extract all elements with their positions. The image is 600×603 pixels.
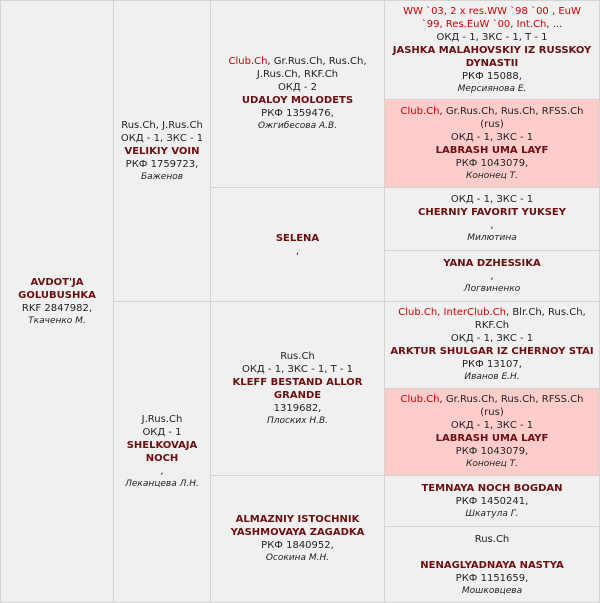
dam-dam-dam-cell bbox=[385, 527, 599, 602]
dam-sire-name-line-2[interactable]: GRANDE bbox=[273, 389, 322, 401]
dam-dam-sire-cell bbox=[385, 476, 599, 526]
dam-cell bbox=[114, 302, 210, 602]
sss-owner: Мерсиянова Е. bbox=[457, 83, 527, 94]
sire-sire-titles-2: J.Rus.Ch, RKF.Ch bbox=[256, 69, 339, 80]
dam-sire-cell bbox=[211, 302, 384, 475]
dds-reg: РКФ 1450241, bbox=[455, 495, 529, 507]
sdd-name[interactable]: YANA DZHESSIKA bbox=[443, 257, 541, 269]
dss-reg: РКФ 13107, bbox=[462, 359, 522, 370]
sire-owner: Баженов bbox=[140, 171, 184, 182]
dog-name-line-2[interactable]: GOLUBUSHKA bbox=[18, 289, 96, 301]
dss-titles-2: RKF.Ch bbox=[474, 320, 510, 331]
dds-name[interactable]: TEMNAYA NOCH BOGDAN bbox=[421, 482, 563, 494]
dsd-titles-2: (rus) bbox=[480, 407, 504, 418]
dog-reg: RKF 2847982, bbox=[21, 302, 93, 314]
sss-reg: РКФ 15088, bbox=[462, 70, 522, 82]
dsd-titles-rest: , Gr.Rus.Ch, Rus.Ch, RFSS.Ch bbox=[439, 394, 584, 405]
dam-dam-reg: РКФ 1840952, bbox=[261, 540, 334, 551]
sire-sire-name[interactable]: UDALOY MOLODETS bbox=[241, 95, 354, 106]
dam-dam-name-line-1[interactable]: ALMAZNIY ISTOCHNIK bbox=[235, 514, 360, 525]
sds-reg: , bbox=[490, 220, 494, 231]
sire-sire-reg: РКФ 1359476, bbox=[261, 108, 334, 119]
sire-sire-owner: Ожгибесова А.В. bbox=[257, 121, 338, 131]
sss-titles-rest-2: , ... bbox=[546, 18, 563, 30]
sds-grades: ОКД - 1, ЗКС - 1 bbox=[450, 194, 534, 205]
dam-grades: ОКД - 1 bbox=[142, 427, 182, 438]
ssd-owner: Кононец Т. bbox=[465, 170, 519, 181]
dam-sire-sire-cell bbox=[385, 302, 599, 388]
sire-sire-titles-red: Club.Ch bbox=[228, 56, 268, 67]
sds-owner: Милютина bbox=[467, 233, 517, 243]
sss-titles-red-1: WW `03, 2 x res.WW `98 `00 , EuW bbox=[403, 5, 581, 17]
sire-sire-sire-cell bbox=[385, 1, 599, 99]
dss-grades: ОКД - 1, ЗКС - 1 bbox=[450, 333, 534, 344]
sdd-reg: , bbox=[490, 270, 494, 282]
sire-sire-titles-rest: , Gr.Rus.Ch, Rus.Ch, bbox=[267, 56, 367, 67]
dam-sire-dam-cell bbox=[385, 389, 599, 475]
dam-dam-owner: Осокина М.Н. bbox=[265, 553, 330, 563]
sire-sire-grades: ОКД - 2 bbox=[277, 82, 318, 93]
sire-sire-cell bbox=[211, 1, 384, 187]
dss-titles-rest: , Blr.Ch, Rus.Ch, bbox=[505, 307, 586, 318]
ssd-titles-rest: , Gr.Rus.Ch, Rus.Ch, RFSS.Ch bbox=[439, 105, 584, 117]
dss-owner: Иванов Е.Н. bbox=[464, 372, 520, 382]
ddd-owner: Мошковцева bbox=[461, 586, 523, 596]
sdd-owner: Логвиненко bbox=[463, 283, 521, 294]
sds-name[interactable]: CHERNIY FAVORIT YUKSEY bbox=[418, 207, 566, 218]
ssd-name[interactable]: LABRASH UMA LAYF bbox=[435, 144, 549, 156]
dog-name-line-1[interactable]: AVDOT'JA bbox=[30, 276, 84, 288]
sire-titles: Rus.Ch, J.Rus.Ch bbox=[121, 119, 203, 131]
dam-sire-titles: Rus.Ch bbox=[280, 350, 315, 362]
ssd-reg: РКФ 1043079, bbox=[455, 157, 529, 169]
dam-titles: J.Rus.Ch bbox=[141, 414, 183, 425]
ssd-titles-2: (rus) bbox=[480, 118, 504, 130]
dsd-grades: ОКД - 1, ЗКС - 1 bbox=[450, 420, 534, 431]
dsd-reg: РКФ 1043079, bbox=[455, 446, 529, 457]
dog-owner: Ткаченко М. bbox=[28, 315, 86, 326]
sire-grades: ОКД - 1, ЗКС - 1 bbox=[120, 132, 204, 144]
sire-dam-cell bbox=[211, 188, 384, 301]
sss-name-line-1[interactable]: JASHKA MALAHOVSKIY IZ RUSSKOY bbox=[392, 44, 592, 56]
dam-dam-name-line-2[interactable]: YASHMOVAYA ZAGADKA bbox=[230, 527, 365, 538]
ssd-titles-red: Club.Ch bbox=[400, 105, 440, 117]
dam-sire-name-line-1[interactable]: KLEFF BESTAND ALLOR bbox=[232, 376, 363, 388]
sss-name-line-2[interactable]: DYNASTII bbox=[465, 57, 519, 69]
ddd-titles: Rus.Ch bbox=[474, 534, 510, 545]
dsd-titles-red: Club.Ch bbox=[400, 394, 440, 405]
sire-sire-dam-cell bbox=[385, 100, 599, 187]
sire-dam-reg: , bbox=[295, 245, 300, 257]
dam-name-line-2[interactable]: NOCH bbox=[145, 453, 179, 464]
sire-dam-sire-cell bbox=[385, 188, 599, 250]
dss-titles-red: Club.Ch, InterClub.Ch bbox=[398, 307, 506, 318]
dam-sire-grades: ОКД - 1, ЗКС - 1, Т - 1 bbox=[241, 363, 354, 375]
sire-cell bbox=[114, 1, 210, 301]
dam-dam-cell bbox=[211, 476, 384, 602]
dam-sire-owner: Плоских Н.В. bbox=[266, 415, 329, 426]
dam-name-line-1[interactable]: SHELKOVAJA bbox=[126, 440, 198, 451]
ssd-grades: ОКД - 1, ЗКС - 1 bbox=[450, 131, 534, 143]
sire-reg: РКФ 1759723, bbox=[125, 158, 199, 170]
sire-dam-dam-cell bbox=[385, 251, 599, 301]
dam-sire-reg: 1319682, bbox=[273, 402, 322, 414]
ddd-reg: РКФ 1151659, bbox=[455, 573, 529, 584]
sire-name[interactable]: VELIKIY VOIN bbox=[124, 145, 200, 157]
dsd-owner: Кононец Т. bbox=[465, 459, 519, 469]
dam-owner: Леканцева Л.Н. bbox=[125, 479, 199, 489]
dog-cell bbox=[1, 1, 113, 602]
sire-dam-name[interactable]: SELENA bbox=[275, 232, 320, 244]
sss-titles-red-2: `99, Res.EuW `00, Int.Ch bbox=[421, 18, 547, 30]
ddd-name[interactable]: NENAGLYADNAYA NASTYA bbox=[420, 560, 564, 571]
dam-reg: , bbox=[160, 466, 164, 477]
dss-name[interactable]: ARKTUR SHULGAR IZ CHERNOY STAI bbox=[390, 346, 594, 357]
dsd-name[interactable]: LABRASH UMA LAYF bbox=[435, 433, 549, 444]
dds-owner: Шкатула Г. bbox=[465, 508, 519, 519]
sss-grades: ОКД - 1, ЗКС - 1, Т - 1 bbox=[436, 31, 548, 43]
